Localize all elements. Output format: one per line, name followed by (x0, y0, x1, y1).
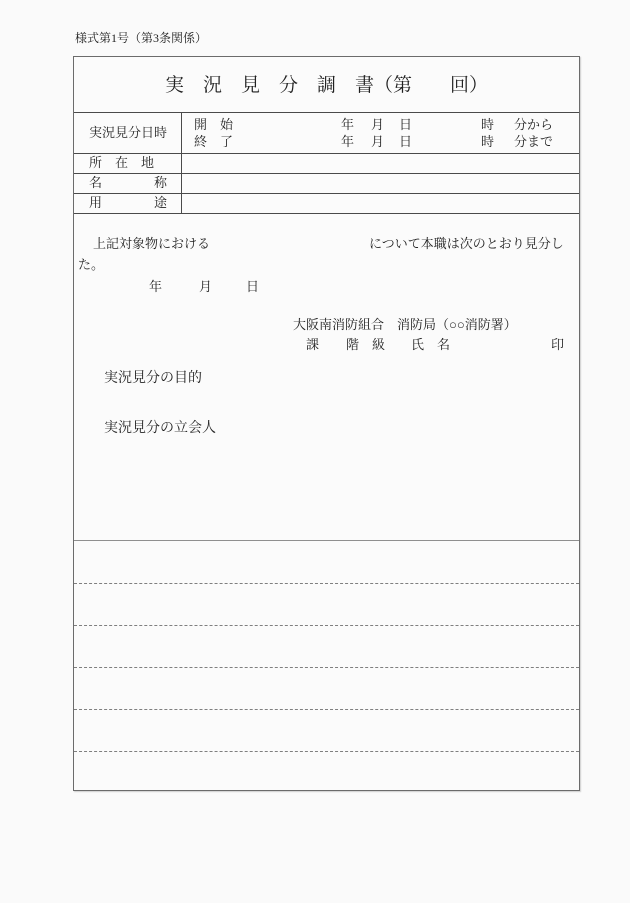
datetime-end-line (181, 133, 581, 150)
name-row-label: 名 称 (89, 175, 168, 190)
end-hour-label: 時 (481, 134, 495, 149)
signature-division-label: 課 (306, 337, 320, 352)
report-date-day-label: 日 (246, 279, 260, 294)
report-date-month-label: 月 (199, 279, 213, 294)
form-number: 様式第1号（第3条関係） (75, 31, 208, 45)
start-day-label: 日 (399, 117, 413, 132)
ruled-line (74, 583, 579, 584)
start-month-label: 月 (371, 117, 385, 132)
report-outer-box (73, 56, 580, 791)
page-title: 実 況 見 分 調 書（第 回） (164, 75, 488, 96)
table-border-bottom (74, 213, 579, 214)
signature-rank-label: 階 級 (346, 337, 386, 352)
ruled-line (74, 667, 579, 668)
signature-name-label: 氏 名 (411, 337, 451, 352)
inspection-witness-label: 実況見分の立会人 (104, 421, 216, 436)
statement-text-trail: について本職は次のとおり見分し (369, 236, 564, 251)
ruled-line (74, 709, 579, 710)
location-row-label: 所 在 地 (89, 155, 155, 170)
start-label: 開 始 (194, 117, 234, 132)
statement-text-lead: 上記対象物における (93, 236, 211, 251)
report-date-year-label: 年 (149, 279, 163, 294)
signature-seal-label: 印 (551, 337, 565, 352)
start-hour-label: 時 (481, 117, 495, 132)
inspection-purpose-label: 実況見分の目的 (104, 371, 202, 386)
start-year-label: 年 (341, 117, 355, 132)
end-minute-suffix: 分まで (514, 134, 554, 149)
datetime-value-cell (181, 112, 581, 153)
notes-section-divider (74, 540, 579, 541)
datetime-row-label: 実況見分日時 (89, 125, 168, 140)
end-label: 終 了 (194, 134, 234, 149)
end-month-label: 月 (371, 134, 385, 149)
ruled-line (74, 751, 579, 752)
end-year-label: 年 (341, 134, 355, 149)
organization-name: 大阪南消防組合 消防局（○○消防署） (293, 317, 517, 332)
datetime-start-line (181, 116, 581, 133)
start-minute-suffix: 分から (514, 117, 554, 132)
ruled-line (74, 625, 579, 626)
statement-text-wrap: た。 (78, 257, 105, 272)
use-row-label: 用 途 (89, 195, 168, 210)
end-day-label: 日 (399, 134, 413, 149)
